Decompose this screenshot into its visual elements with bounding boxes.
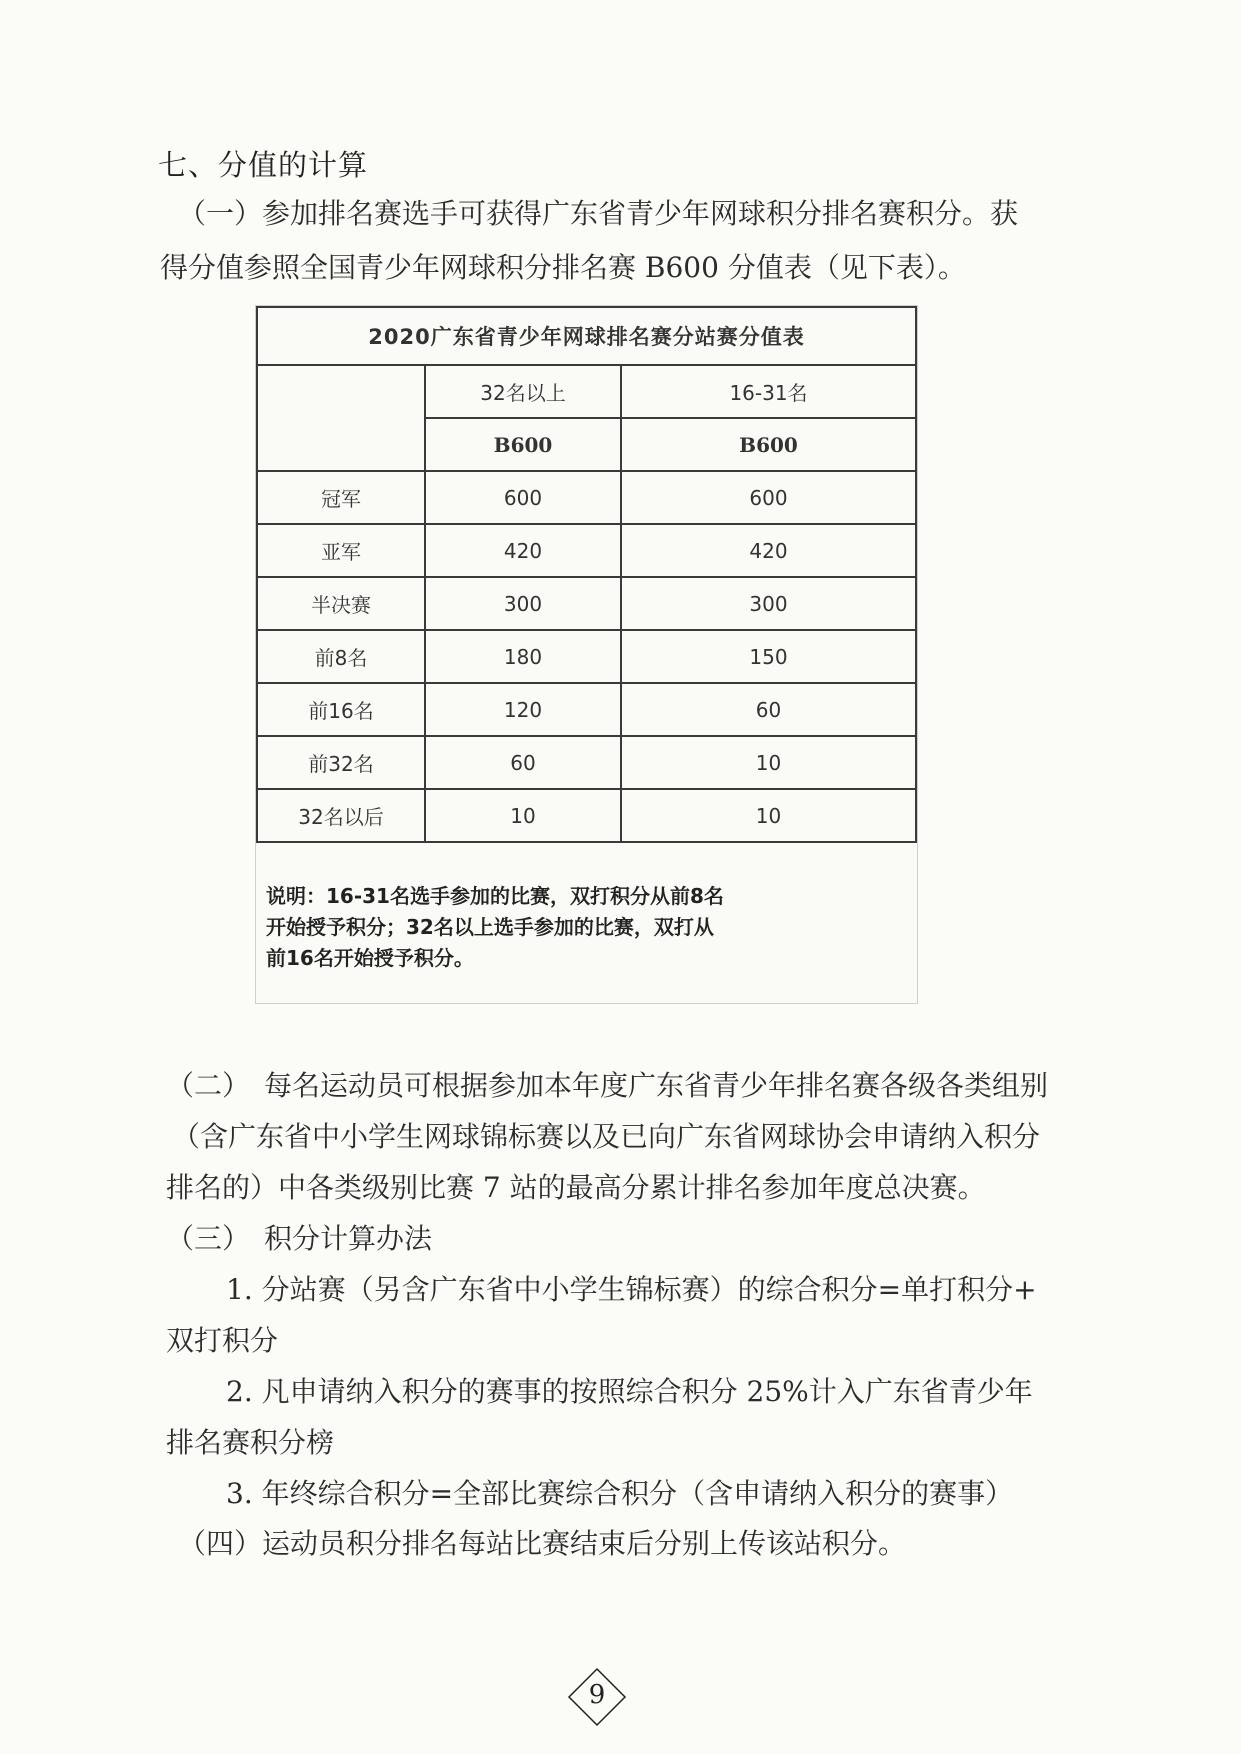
row-label: 前8名 (257, 630, 425, 683)
table-row (257, 789, 916, 842)
paragraph-2-line-2: （含广东省中小学生网球锦标赛以及已向广东省网球协会申请纳入积分 (172, 1120, 1041, 1153)
table-note (266, 881, 906, 974)
cell-value: 10 (621, 789, 916, 842)
column-level-2: B600 (621, 418, 916, 471)
table-row (257, 471, 916, 524)
row-label: 亚军 (257, 524, 425, 577)
paragraph-1-line-2: 得分值参照全国青少年网球积分排名赛 B600 分值表（见下表）。 (160, 251, 966, 284)
item-2-line-1: 2. 凡申请纳入积分的赛事的按照综合积分 25%计入广东省青少年 (226, 1375, 1033, 1408)
paragraph-3-heading: （三） 积分计算办法 (166, 1222, 433, 1255)
row-label: 前16名 (257, 683, 425, 736)
cell-value: 180 (425, 630, 621, 683)
cell-value: 10 (425, 789, 621, 842)
column-header-16-31: 16-31名 (621, 365, 916, 418)
cell-value: 420 (621, 524, 916, 577)
item-3: 3. 年终综合积分=全部比赛综合积分（含申请纳入积分的赛事） (226, 1477, 1014, 1510)
table-row (257, 736, 916, 789)
paragraph-4: （四）运动员积分排名每站比赛结束后分别上传该站积分。 (178, 1527, 907, 1560)
cell-value: 600 (425, 471, 621, 524)
cell-value: 60 (621, 683, 916, 736)
cell-value: 420 (425, 524, 621, 577)
item-2-line-2: 排名赛积分榜 (166, 1426, 335, 1459)
table-note-line-1: 说明：16-31名选手参加的比赛，双打积分从前8名 (266, 884, 724, 908)
cell-value: 10 (621, 736, 916, 789)
row-label: 冠军 (257, 471, 425, 524)
points-table-figure (255, 305, 918, 1004)
page-number (567, 1667, 627, 1727)
cell-value: 120 (425, 683, 621, 736)
page-number-text: 9 (588, 1680, 606, 1710)
table-row (257, 524, 916, 577)
section-heading: 七、分值的计算 (158, 148, 369, 182)
column-level-1: B600 (425, 418, 621, 471)
column-header-32-above: 32名以上 (425, 365, 621, 418)
item-1-line-1: 1. 分站赛（另含广东省中小学生锦标赛）的综合积分=单打积分+ (226, 1273, 1037, 1306)
row-label: 前32名 (257, 736, 425, 789)
paragraph-2-line-1: （二） 每名运动员可根据参加本年度广东省青少年排名赛各级各类组别 (166, 1069, 1049, 1102)
cell-value: 600 (621, 471, 916, 524)
cell-value: 60 (425, 736, 621, 789)
item-1-line-2: 双打积分 (166, 1324, 279, 1357)
paragraph-2-line-3: 排名的）中各类级别比赛 7 站的最高分累计排名参加年度总决赛。 (166, 1171, 986, 1204)
table-note-line-2: 开始授予积分；32名以上选手参加的比赛，双打从 (266, 915, 714, 939)
row-label: 32名以后 (257, 789, 425, 842)
cell-value: 150 (621, 630, 916, 683)
table-row (257, 683, 916, 736)
paragraph-1-line-1: （一）参加排名赛选手可获得广东省青少年网球积分排名赛积分。获 (178, 197, 1019, 230)
cell-value: 300 (621, 577, 916, 630)
table-corner-cell (257, 365, 425, 471)
cell-value: 300 (425, 577, 621, 630)
table-title: 2020广东省青少年网球排名赛分站赛分值表 (257, 307, 916, 365)
row-label: 半决赛 (257, 577, 425, 630)
table-row (257, 577, 916, 630)
points-table (256, 306, 917, 843)
table-row (257, 630, 916, 683)
table-note-line-3: 前16名开始授予积分。 (266, 946, 474, 970)
